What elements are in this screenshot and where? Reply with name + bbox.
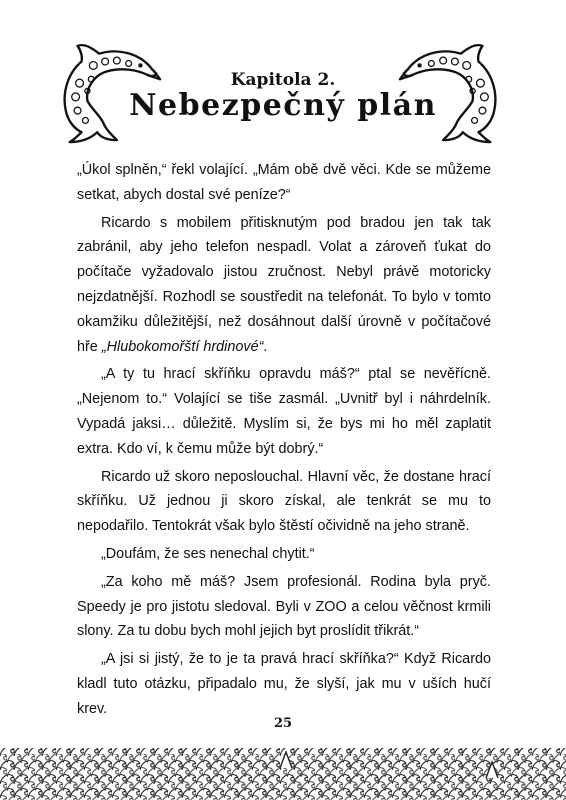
paragraph: „A ty tu hrací skříňku opravdu máš?“ ptal se nevěřícně. „Nejenom to.“ Volající se tiše zasmál. „Uvnitř byl i náhrdelník. Vypadá jaksi… důležitě. Myslím si, že bys mi ho měl zaplatit extra. Kdo ví, k čemu může být dobrý.“ — [77, 366, 491, 457]
page-number: 25 — [273, 716, 293, 731]
game-title: „Hlubokomořští hrdinové“ — [101, 338, 264, 355]
paragraph: „Doufám, že ses nenechal chytit.“ — [101, 545, 315, 562]
chapter-label: Kapitola 2. — [230, 70, 336, 90]
paragraph: „A jsi si jistý, že to je ta pravá hrací skříňka?“ Když Ricardo kladl tuto otázku, připadalo mu, že slyší, jak mu v uších hučí krev. — [77, 651, 491, 717]
chapter-title: Nebezpečný plán — [129, 88, 437, 123]
waves-decoration — [0, 742, 566, 800]
paragraph — [77, 211, 491, 360]
body-text — [77, 158, 491, 725]
paragraph: „Úkol splněn,“ řekl volající. „Mám obě dvě věci. Kde se můžeme setkat, abych dostal své peníze?“ — [77, 162, 491, 203]
chapter-header — [0, 0, 566, 150]
paragraph-text: Ricardo s mobilem přitisknutým pod bradou jen tak tak zabránil, aby jeho telefon nespadl. Volat a zároveň ťukat do počítače vyžadovalo jistou zručnost. Nebyl právě motoricky nejzdatnější. Rozhodl se soustředit na telefonát. To bylo v tomto okamžiku důležitější, než dosáhnout další úrovně v počítačové hře — [77, 214, 491, 355]
paragraph: Ricardo už skoro neposlouchal. Hlavní věc, že dostane hrací skříňku. Už jednou ji skoro získal, ale tenkrát se mu to nepodařilo. Tentokrát však bylo štěstí očividně na jeho straně. — [77, 468, 491, 535]
paragraph-end: . — [263, 338, 268, 355]
paragraph: „Za koho mě máš? Jsem profesionál. Rodina byla pryč. Speedy je pro jistotu sledoval. Byli v ZOO a celou věčnost krmili slony. Za tu dobu bych mohl jejich byt proslídit třikrát.“ — [77, 573, 491, 640]
